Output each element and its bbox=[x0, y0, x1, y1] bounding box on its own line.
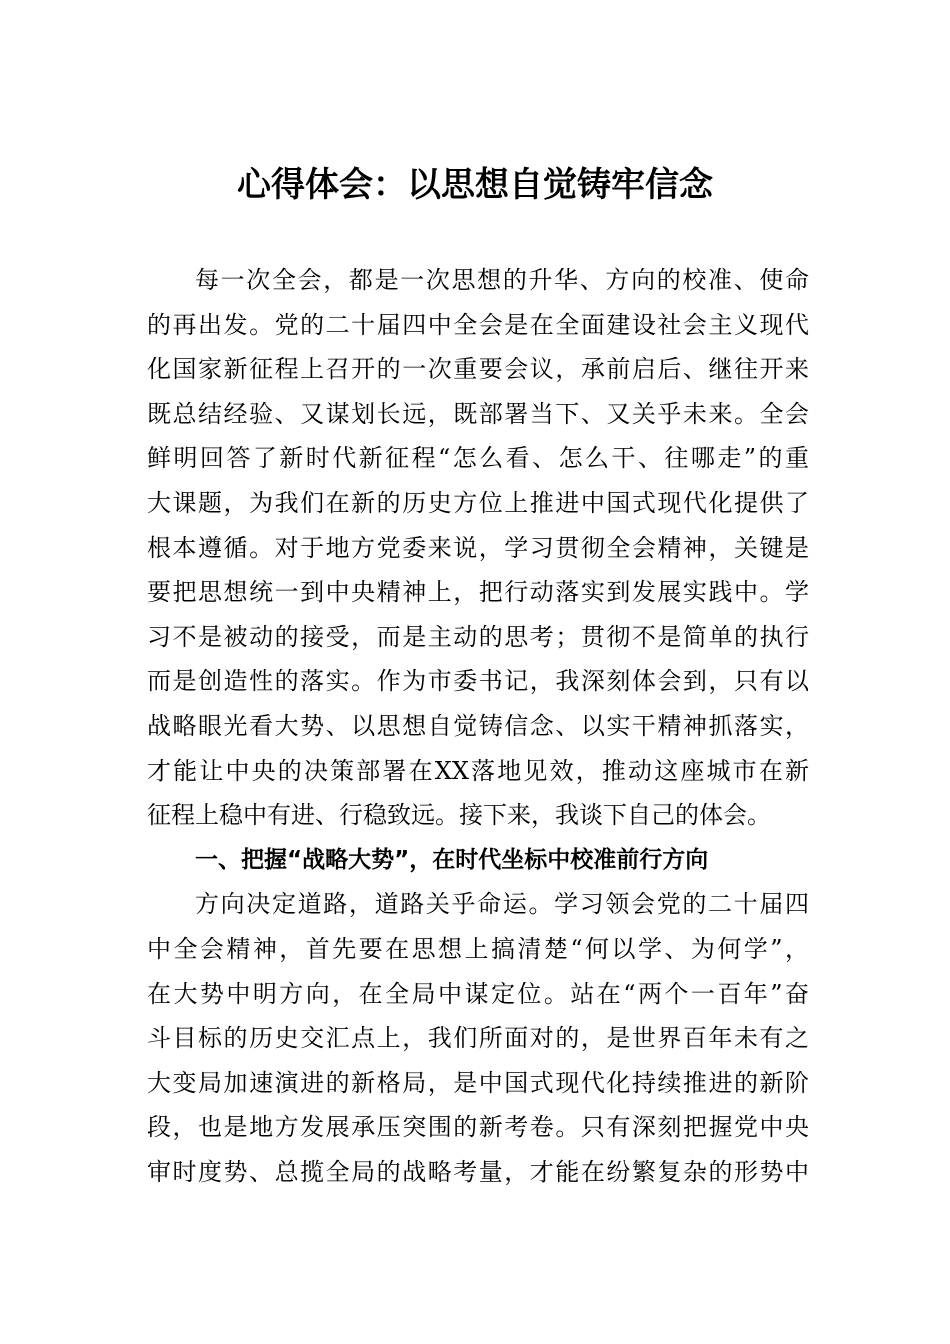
paragraph2-line: 大变局加速演进的新格局，是中国式现代化持续推进的新阶 bbox=[147, 1068, 809, 1097]
section-heading: 一、把握“战略大势”，在时代坐标中校准前行方向 bbox=[195, 846, 709, 873]
paragraph1-line: 根本遵循。对于地方党委来说，学习贯彻全会精神，关键是 bbox=[147, 533, 809, 562]
paragraph1-line: 大课题，为我们在新的历史方位上推进中国式现代化提供了 bbox=[147, 488, 809, 517]
document-title: 心得体会：以思想自觉铸牢信念 bbox=[237, 165, 713, 205]
paragraph2-line: 斗目标的历史交汇点上，我们所面对的，是世界百年未有之 bbox=[147, 1024, 809, 1053]
paragraph2-line: 方向决定道路，道路关乎命运。学习领会党的二十届四 bbox=[195, 890, 809, 919]
paragraph1-line: 既总结经验、又谋划长远，既部署当下、又关乎未来。全会 bbox=[147, 399, 809, 428]
paragraph1-line: 战略眼光看大势、以思想自觉铸信念、以实干精神抓落实， bbox=[147, 711, 809, 740]
paragraph1-line: 习不是被动的接受，而是主动的思考；贯彻不是简单的执行 bbox=[147, 622, 809, 651]
paragraph2-line: 段，也是地方发展承压突围的新考卷。只有深刻把握党中央 bbox=[147, 1113, 809, 1142]
paragraph2-line: 中全会精神，首先要在思想上搞清楚“何以学、为何学”， bbox=[147, 934, 809, 963]
paragraph1-line: 征程上稳中有进、行稳致远。接下来，我谈下自己的体会。 bbox=[147, 801, 771, 830]
paragraph1-line: 鲜明回答了新时代新征程“怎么看、怎么干、往哪走”的重 bbox=[147, 444, 809, 473]
paragraph1-line: 的再出发。党的二十届四中全会是在全面建设社会主义现代 bbox=[147, 310, 809, 339]
paragraph2-line: 审时度势、总揽全局的战略考量，才能在纷繁复杂的形势中 bbox=[147, 1157, 809, 1186]
paragraph1-line: 每一次全会，都是一次思想的升华、方向的校准、使命 bbox=[195, 266, 809, 294]
paragraph1-line: 而是创造性的落实。作为市委书记，我深刻体会到，只有以 bbox=[147, 667, 809, 696]
document-body bbox=[147, 258, 809, 1194]
paragraph1-line: 化国家新征程上召开的一次重要会议，承前启后、继往开来 bbox=[147, 355, 809, 384]
paragraph1-line: 要把思想统一到中央精神上，把行动落实到发展实践中。学 bbox=[147, 578, 809, 607]
paragraph1-line: 才能让中央的决策部署在XX落地见效，推动这座城市在新 bbox=[147, 756, 809, 785]
paragraph2-line: 在大势中明方向，在全局中谋定位。站在“两个一百年”奋 bbox=[147, 979, 809, 1008]
